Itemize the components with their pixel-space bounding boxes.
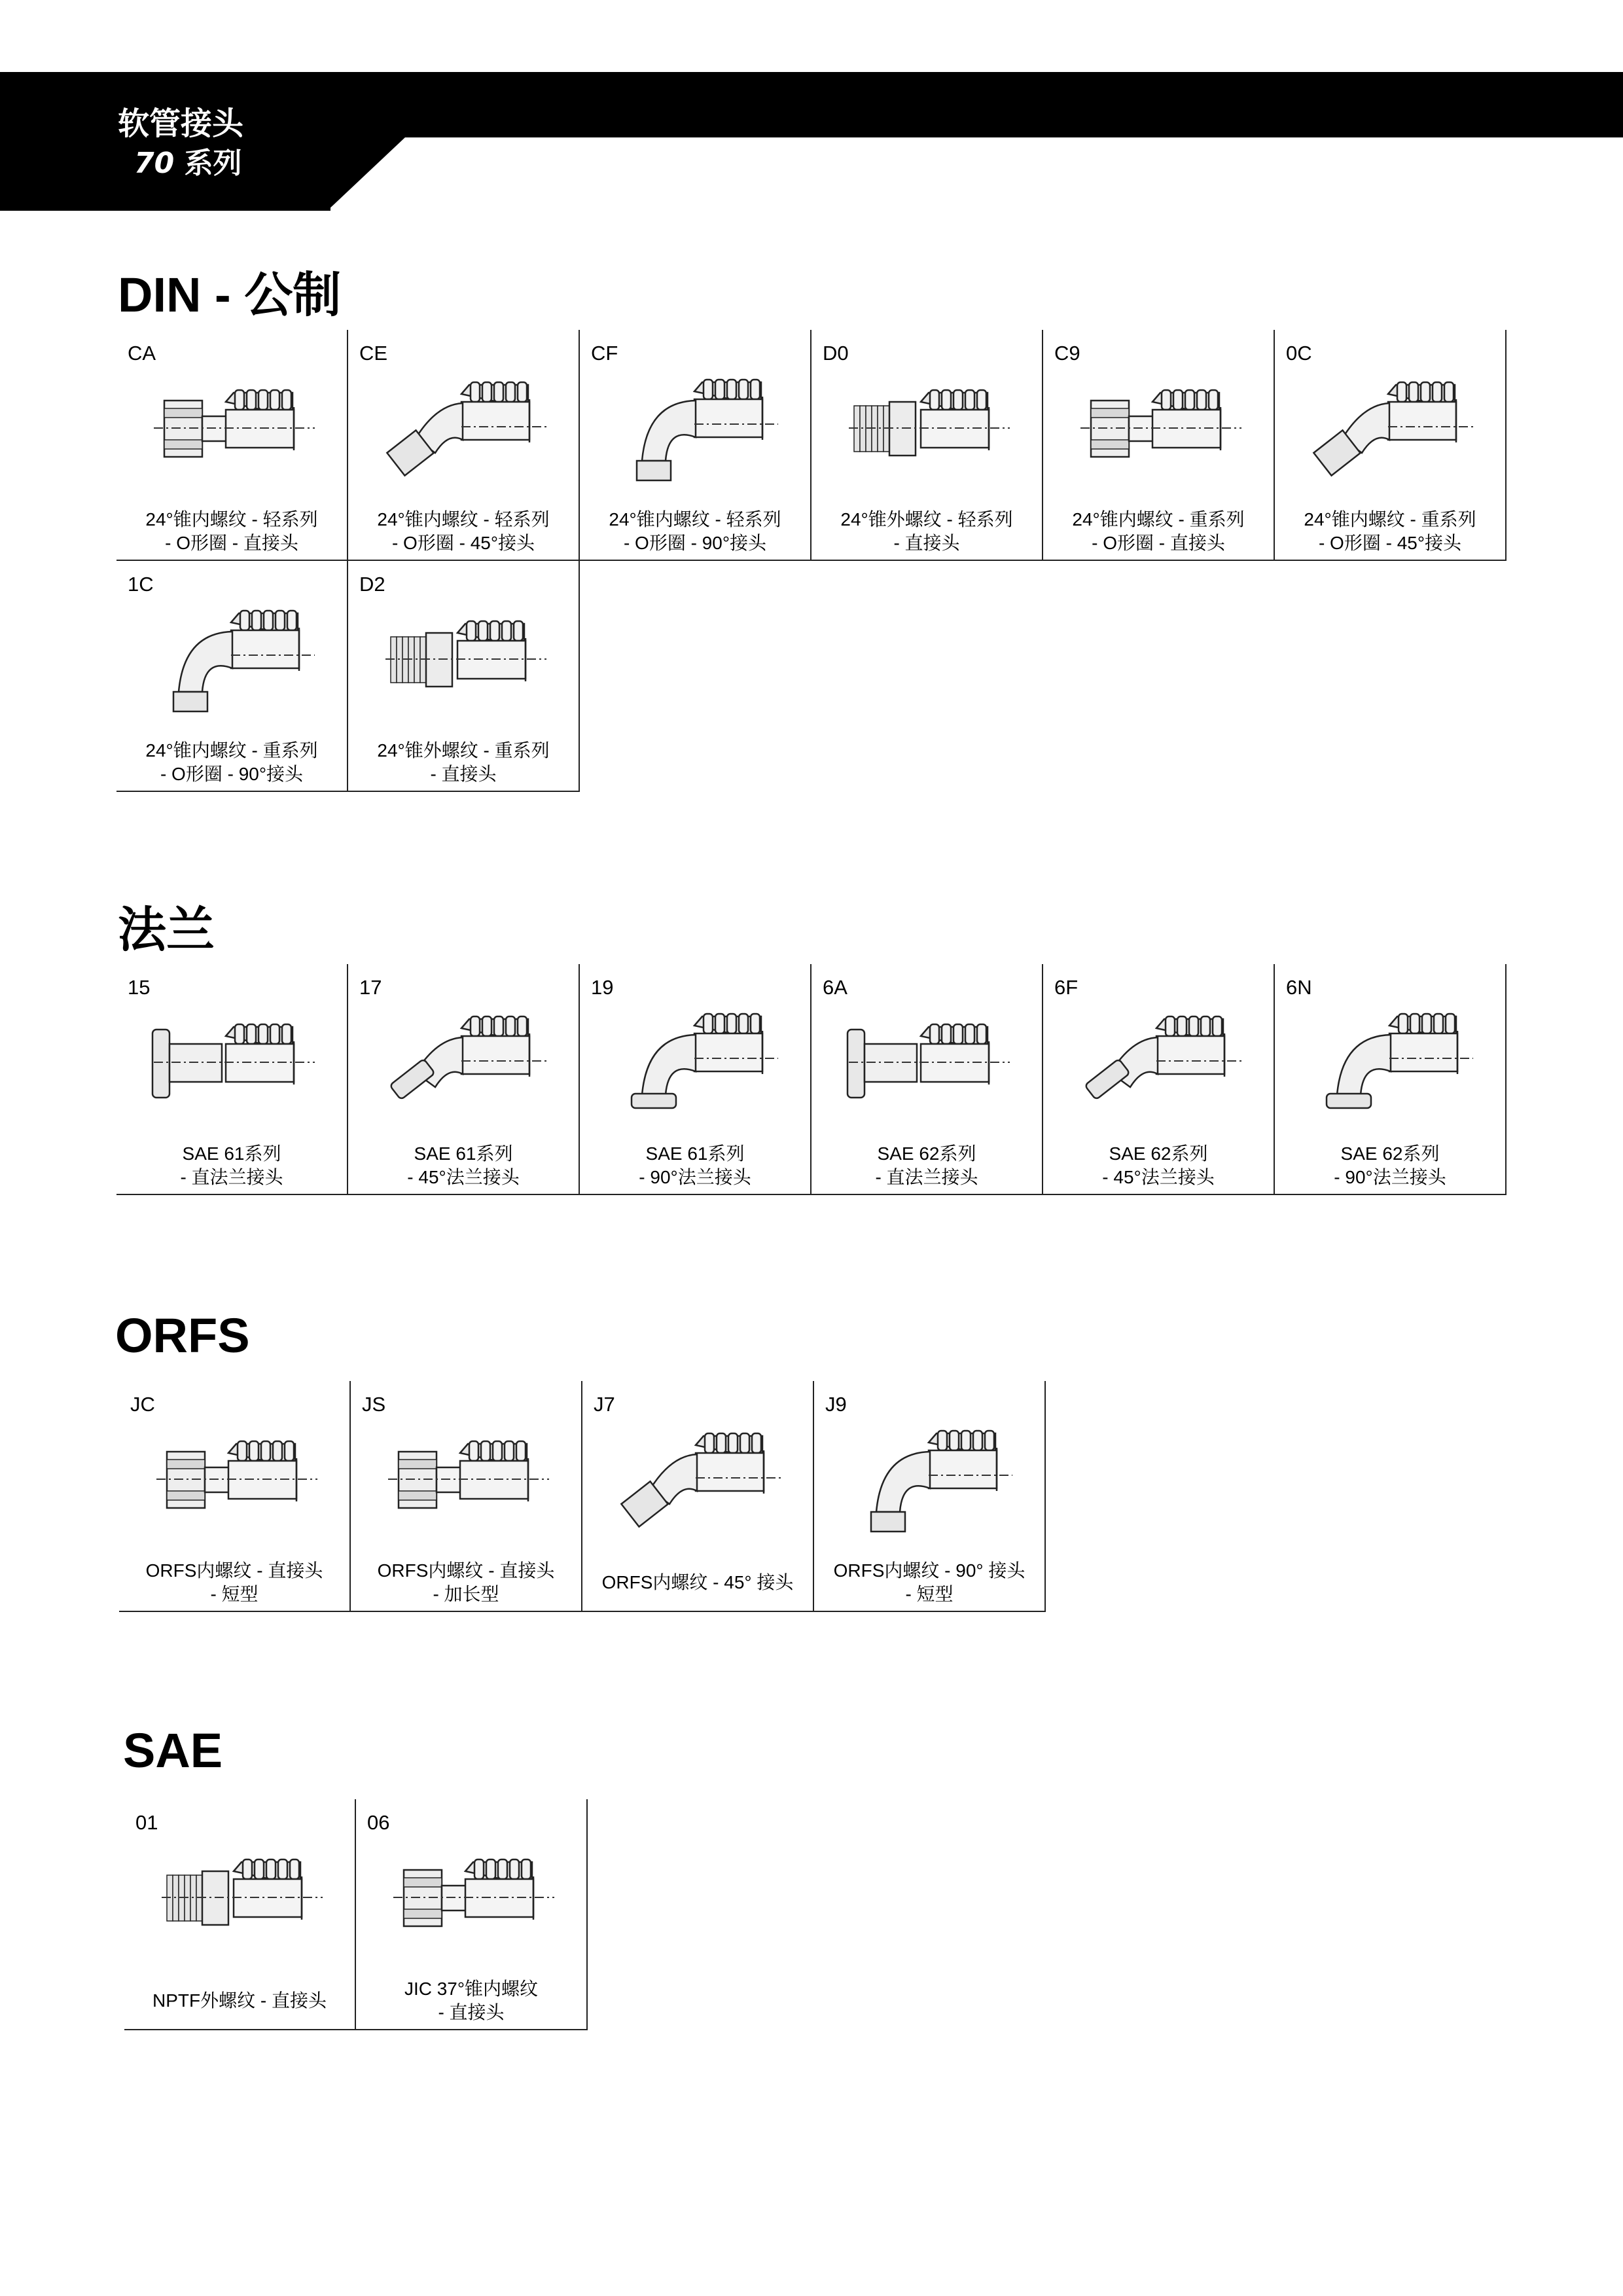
fitting-illustration	[1304, 376, 1478, 493]
fitting-card[interactable]	[582, 1381, 814, 1612]
fitting-description	[1046, 1142, 1271, 1189]
fitting-description-line2: - 直接头	[430, 764, 497, 784]
fitting-illustration	[378, 376, 551, 493]
header-tab-slant	[327, 137, 406, 211]
fitting-card[interactable]	[580, 964, 812, 1195]
fitting-card[interactable]	[348, 561, 580, 792]
fitting-code: 19	[591, 976, 614, 999]
fitting-illustration	[841, 1010, 1014, 1128]
fitting-card[interactable]	[351, 1381, 582, 1612]
fitting-code: JS	[362, 1393, 386, 1416]
fitting-description-line2: - 90°法兰接头	[639, 1167, 751, 1187]
fitting-description-line2: - O形圈 - 直接头	[1092, 533, 1225, 553]
fitting-code: 15	[128, 976, 151, 999]
fitting-card[interactable]	[116, 964, 348, 1195]
section-title-flange: 法兰	[118, 903, 215, 957]
fitting-code: D0	[823, 342, 849, 365]
fitting-illustration	[154, 1845, 327, 1963]
fitting-description	[1277, 508, 1503, 555]
fitting-description-line2: - 直接头	[893, 533, 960, 553]
fitting-card[interactable]	[1275, 964, 1507, 1195]
fitting-description	[119, 508, 344, 555]
fitting-description	[351, 508, 576, 555]
fitting-code: CF	[591, 342, 618, 365]
fitting-description-line1: 24°锥外螺纹 - 轻系列	[840, 509, 1013, 529]
fitting-card[interactable]	[348, 330, 580, 561]
fitting-card[interactable]	[580, 330, 812, 561]
fitting-description-line2: - 直法兰接头	[180, 1167, 283, 1187]
fitting-description	[817, 1559, 1042, 1606]
fitting-description-line1: JIC 37°锥内螺纹	[404, 1979, 539, 1999]
fitting-description-line2: - O形圈 - 直接头	[165, 533, 298, 553]
fitting-description	[582, 1142, 808, 1189]
fitting-illustration	[146, 1010, 319, 1128]
fitting-description-line2: - 45°法兰接头	[407, 1167, 520, 1187]
fitting-code: 01	[135, 1811, 158, 1834]
fitting-description-line2: - 直接头	[438, 2002, 505, 2022]
fitting-code: 17	[359, 976, 382, 999]
fitting-description-line1: SAE 61系列	[414, 1143, 513, 1164]
fitting-description-line1: ORFS内螺纹 - 直接头	[145, 1560, 323, 1581]
fitting-description-line1: SAE 61系列	[182, 1143, 281, 1164]
fitting-description-line1: SAE 62系列	[1109, 1143, 1208, 1164]
fitting-description	[119, 1142, 344, 1189]
fitting-description-line1: ORFS内螺纹 - 90° 接头	[833, 1560, 1026, 1581]
fitting-card[interactable]	[116, 330, 348, 561]
fitting-description-line1: 24°锥内螺纹 - 轻系列	[609, 509, 781, 529]
fitting-card[interactable]	[812, 330, 1043, 561]
fitting-code: CE	[359, 342, 388, 365]
fitting-description-line1: 24°锥外螺纹 - 重系列	[377, 740, 550, 761]
fitting-description-line2: - O形圈 - 45°接头	[391, 533, 535, 553]
din-grid	[116, 330, 1508, 795]
fitting-description	[585, 1571, 810, 1594]
header-title: 软管接头	[118, 105, 244, 142]
fitting-description-line2: - 90°法兰接头	[1334, 1167, 1446, 1187]
fitting-illustration	[149, 1427, 322, 1545]
section-title-din: DIN - 公制	[118, 268, 342, 322]
fitting-card[interactable]	[348, 964, 580, 1195]
fitting-description-line1: SAE 61系列	[645, 1143, 745, 1164]
fitting-description-line2: - 短型	[905, 1584, 954, 1604]
fitting-description-line1: 24°锥内螺纹 - 重系列	[1304, 509, 1476, 529]
fitting-card[interactable]	[814, 1381, 1046, 1612]
fitting-card[interactable]	[1043, 964, 1275, 1195]
fitting-description-line1: 24°锥内螺纹 - 轻系列	[145, 509, 318, 529]
fitting-illustration	[1073, 1010, 1246, 1128]
fitting-illustration	[378, 1010, 551, 1128]
fitting-code: J9	[825, 1393, 847, 1416]
fitting-illustration	[844, 1427, 1017, 1545]
header-series-text: 系列	[184, 147, 242, 180]
fitting-illustration	[612, 1427, 785, 1545]
fitting-code: J7	[594, 1393, 615, 1416]
fitting-description	[582, 508, 808, 555]
fitting-card[interactable]	[356, 1799, 588, 2030]
fitting-card[interactable]	[116, 561, 348, 792]
flange-grid	[116, 964, 1508, 1196]
fitting-card[interactable]	[812, 964, 1043, 1195]
header-series-number: 70	[134, 147, 175, 180]
sae-grid	[124, 1799, 589, 2032]
fitting-description	[1046, 508, 1271, 555]
fitting-code: 1C	[128, 573, 154, 596]
fitting-description	[351, 1142, 576, 1189]
fitting-description	[127, 1989, 352, 2013]
section-title-sae: SAE	[123, 1723, 223, 1778]
fitting-description	[359, 1977, 584, 2024]
fitting-description-line2: - 短型	[210, 1584, 259, 1604]
fitting-code: CA	[128, 342, 156, 365]
fitting-description-line1: SAE 62系列	[1340, 1143, 1440, 1164]
fitting-illustration	[380, 1427, 554, 1545]
fitting-description-line2: - O形圈 - 90°接头	[160, 764, 304, 784]
fitting-description-line2: - 直法兰接头	[875, 1167, 978, 1187]
fitting-card[interactable]	[124, 1799, 356, 2030]
fitting-description-line1: NPTF外螺纹 - 直接头	[152, 1990, 327, 2011]
fitting-description-line1: SAE 62系列	[877, 1143, 976, 1164]
fitting-description	[351, 739, 576, 786]
fitting-code: 6A	[823, 976, 847, 999]
fitting-illustration	[1304, 1010, 1478, 1128]
fitting-card[interactable]	[1275, 330, 1507, 561]
fitting-description-line1: 24°锥内螺纹 - 重系列	[145, 740, 318, 761]
fitting-description	[814, 1142, 1039, 1189]
fitting-description	[814, 508, 1039, 555]
fitting-card[interactable]	[1043, 330, 1275, 561]
fitting-illustration	[146, 376, 319, 493]
fitting-description-line1: ORFS内螺纹 - 45° 接头	[601, 1572, 794, 1592]
fitting-card[interactable]	[119, 1381, 351, 1612]
orfs-grid	[119, 1381, 1048, 1613]
fitting-illustration	[146, 607, 319, 725]
fitting-code: 6N	[1286, 976, 1312, 999]
fitting-illustration	[378, 607, 551, 725]
fitting-description-line1: 24°锥内螺纹 - 轻系列	[377, 509, 550, 529]
fitting-description-line2: - 45°法兰接头	[1102, 1167, 1215, 1187]
fitting-illustration	[609, 376, 783, 493]
fitting-description-line2: - O形圈 - 90°接头	[623, 533, 767, 553]
fitting-illustration	[385, 1845, 559, 1963]
section-title-orfs: ORFS	[115, 1308, 250, 1363]
fitting-description-line1: 24°锥内螺纹 - 重系列	[1072, 509, 1245, 529]
fitting-code: 6F	[1054, 976, 1079, 999]
fitting-code: JC	[130, 1393, 155, 1416]
fitting-description	[1277, 1142, 1503, 1189]
fitting-description	[119, 739, 344, 786]
header-subtitle	[134, 139, 242, 181]
fitting-code: 06	[367, 1811, 390, 1834]
fitting-illustration	[1073, 376, 1246, 493]
fitting-description	[122, 1559, 347, 1606]
fitting-illustration	[841, 376, 1014, 493]
fitting-description-line2: - O形圈 - 45°接头	[1318, 533, 1462, 553]
fitting-illustration	[609, 1010, 783, 1128]
fitting-code: C9	[1054, 342, 1080, 365]
fitting-description-line2: - 加长型	[433, 1584, 499, 1604]
fitting-code: D2	[359, 573, 385, 596]
fitting-code: 0C	[1286, 342, 1312, 365]
fitting-description	[353, 1559, 579, 1606]
fitting-description-line1: ORFS内螺纹 - 直接头	[377, 1560, 555, 1581]
